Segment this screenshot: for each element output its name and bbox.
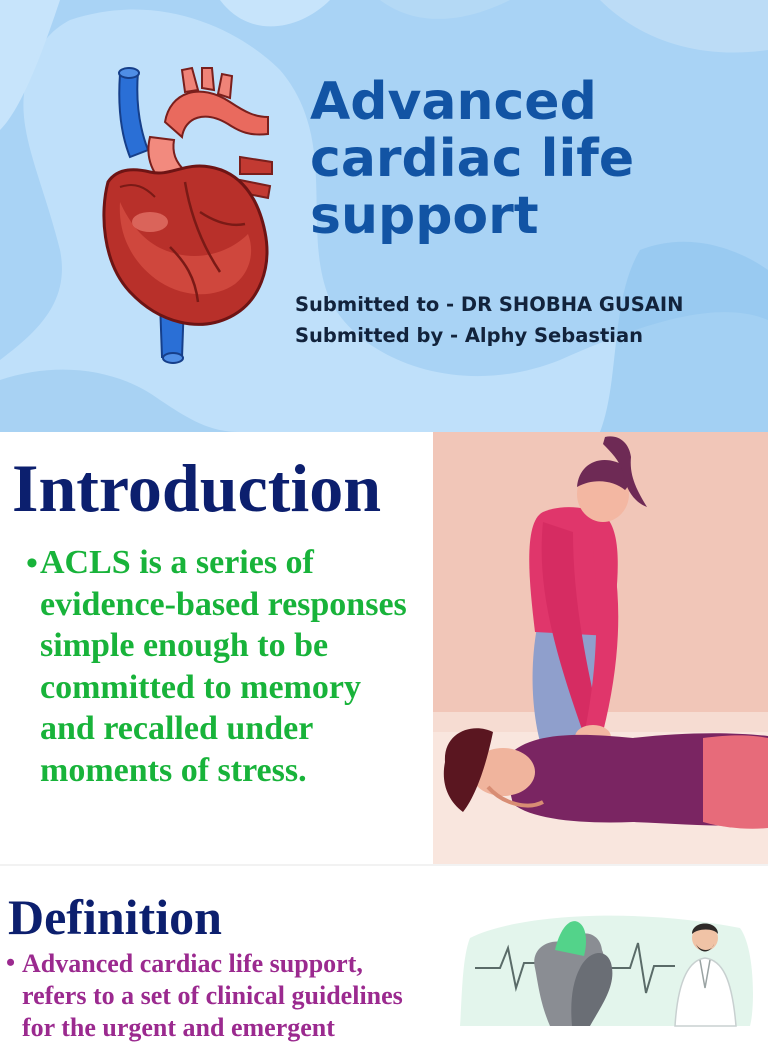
definition-heading: Definition [8,889,222,945]
title-slide [0,0,768,432]
bullet-marker: • [6,948,16,977]
cpr-illustration [433,432,768,864]
submitted-to-text: Submitted to - DR SHOBHA GUSAIN [295,293,684,316]
introduction-heading: Introduction [12,450,382,526]
heart-icon [90,62,280,372]
doctor-heart-illustration [460,908,760,1026]
introduction-bullet-text: ACLS is a series of evidence-based responses simple enough to be committed to memory and recalled under moments of stress. [40,544,407,789]
definition-slide [0,864,768,1042]
definition-bullet-text: Advanced cardiac life support, refers to a set of clinical guidelines for the urgent and emergent [22,949,403,1042]
bullet-marker: • [26,545,38,582]
introduction-slide [0,432,768,864]
slide-title: Advanced cardiac life support [310,72,635,246]
submitted-by-text: Submitted by - Alphy Sebastian [295,324,644,347]
